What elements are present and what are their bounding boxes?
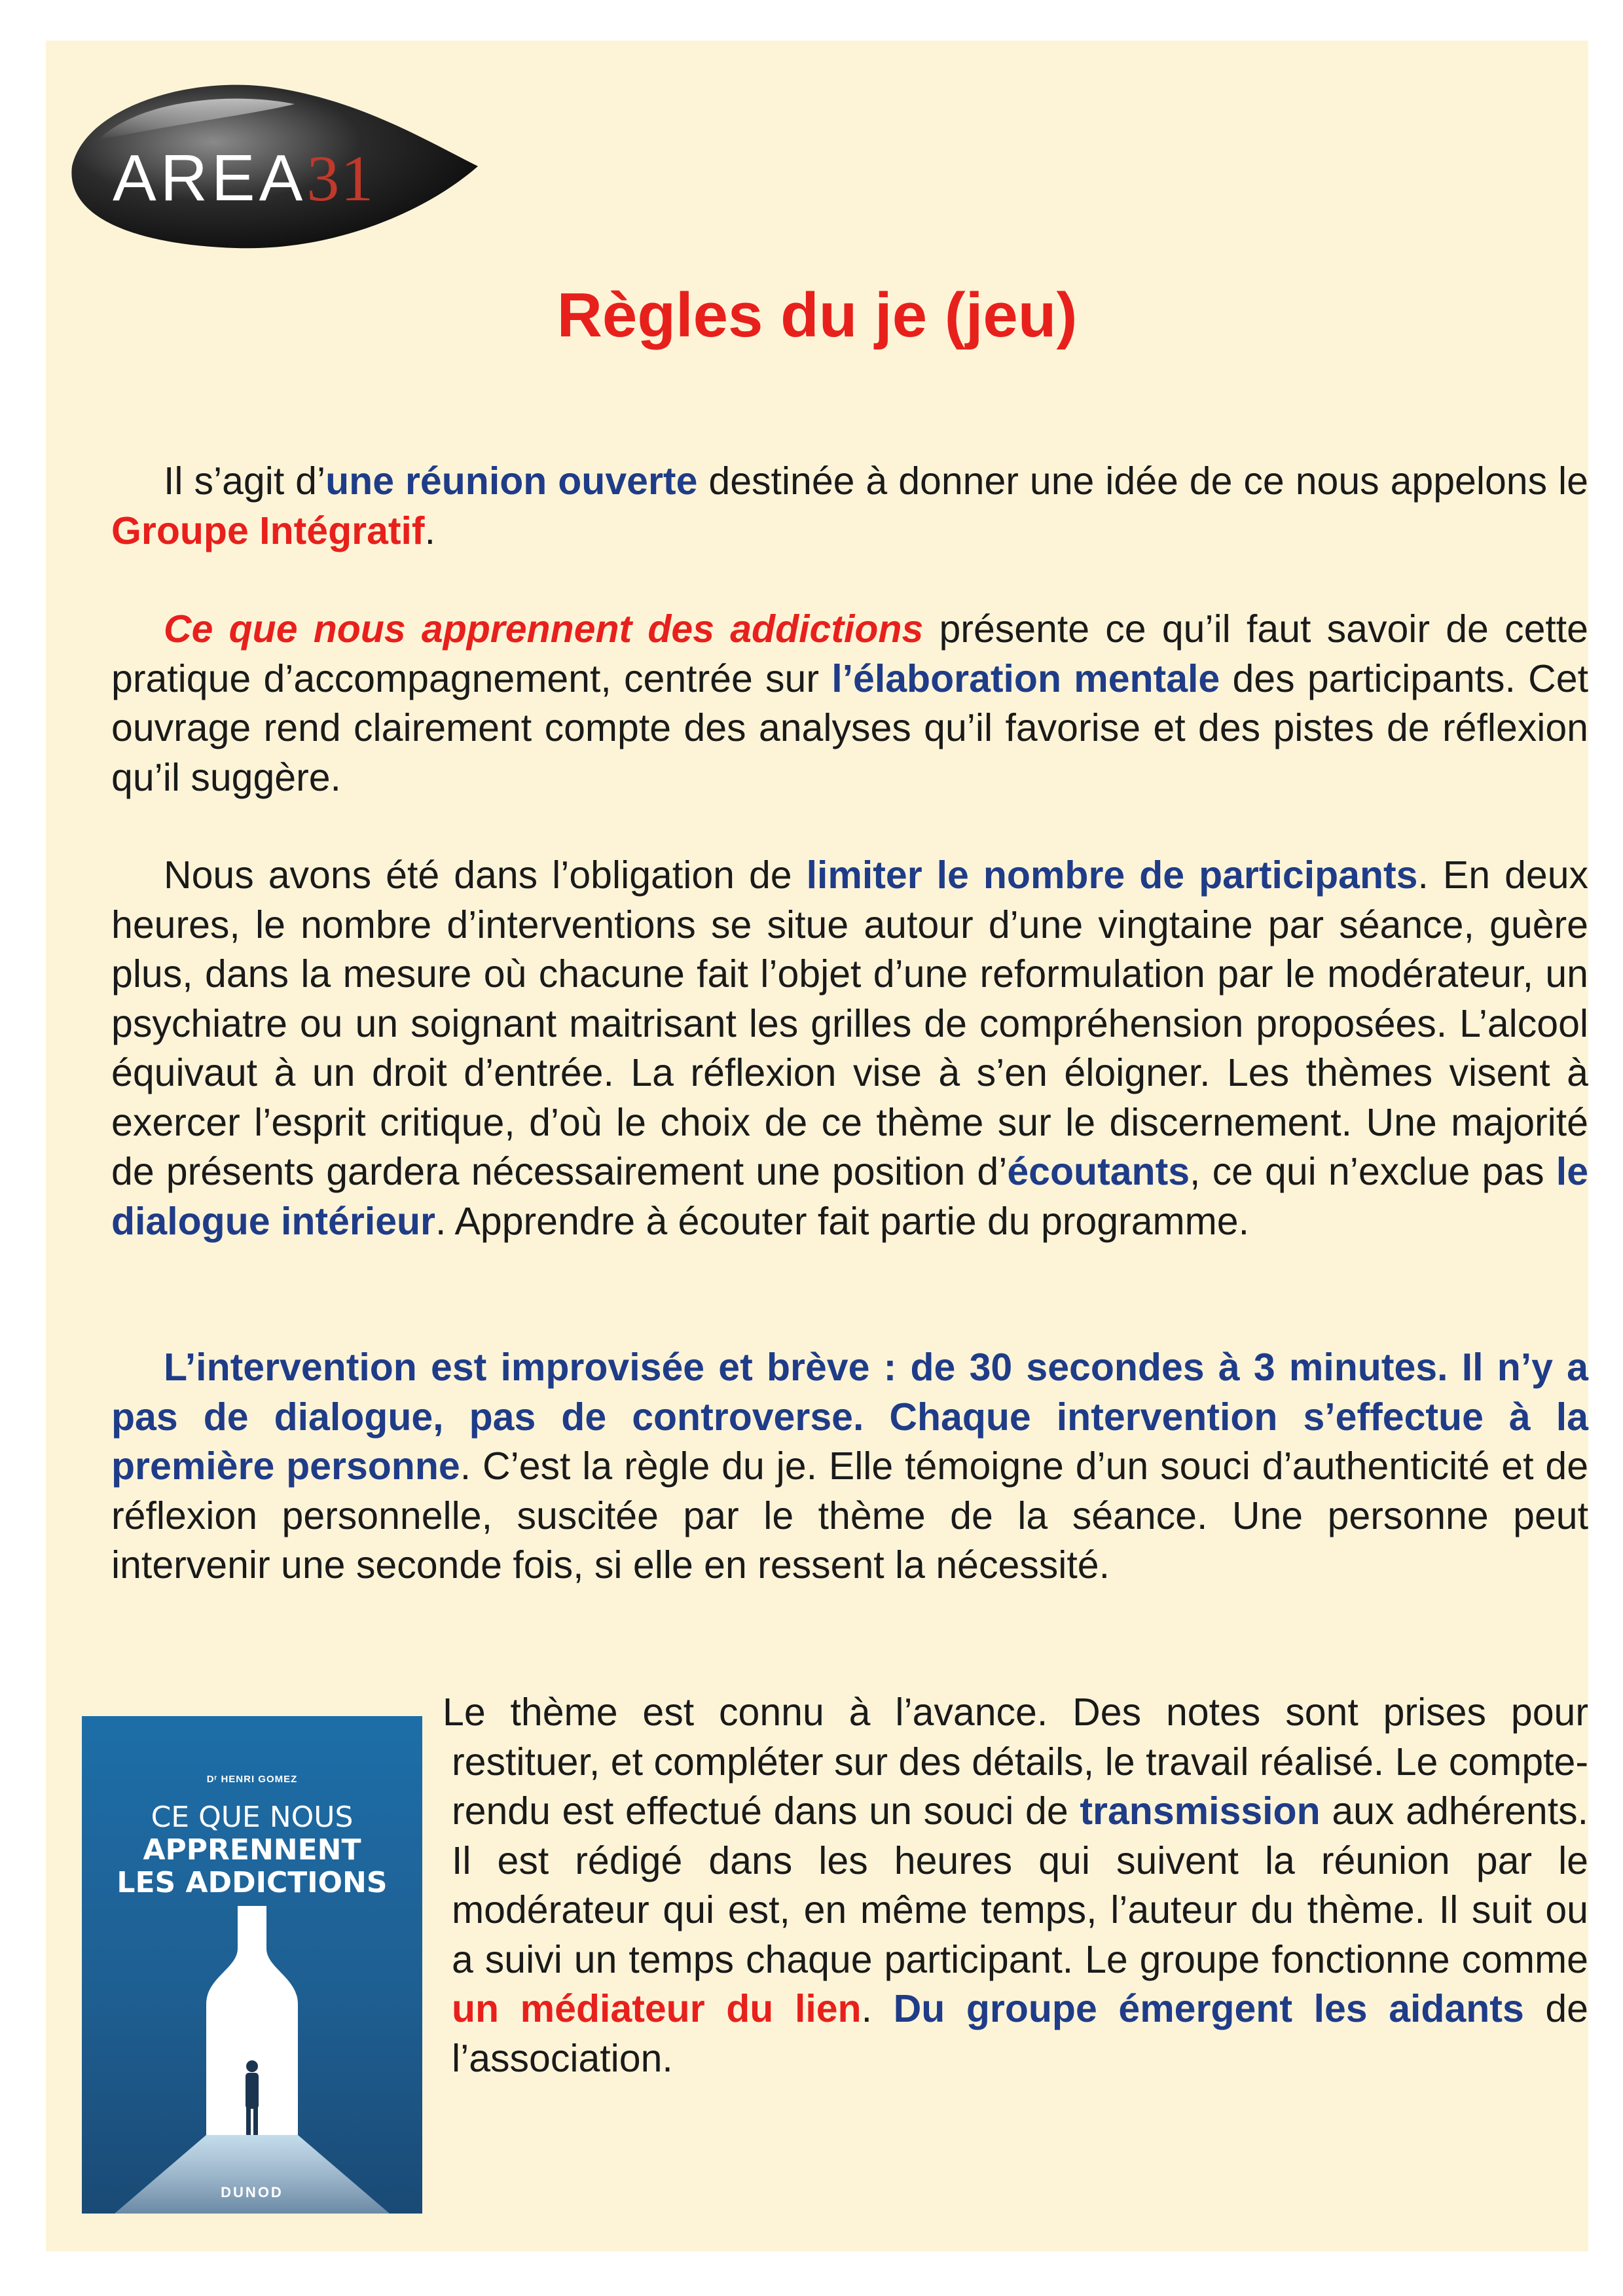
book-title xyxy=(82,1801,422,1899)
text-span: , ce qui n’exclue pas xyxy=(1190,1150,1556,1193)
paragraph-intro xyxy=(111,457,1588,556)
text-span: Le thème est connu à l’avance. Des notes sont prises pour restituer, et compléter sur des détails, le travail réalisé. Le compte-rendu est effectué dans un souci de xyxy=(443,1691,1588,1833)
emphasis-blue: l’élaboration mentale xyxy=(831,656,1220,700)
text-span: . Apprendre à écouter fait partie du programme. xyxy=(435,1199,1250,1243)
paragraph-participants xyxy=(111,851,1588,1246)
text-span: présente ce qu’il faut savoir de cette pratique d’accompagnement, centrée sur xyxy=(111,607,1588,700)
page-panel xyxy=(46,41,1588,2251)
paragraph-theme xyxy=(443,1688,1588,2083)
text-span: aux adhérents. Il est rédigé dans les heures qui suivent la réunion par le modérateur qui est, en même temps, l’auteur du thème. Il suit ou a suivi un temps chaque participant. Le groupe fonctionne comme xyxy=(452,1789,1588,1981)
bottle-illustration xyxy=(82,1716,422,2214)
text-span: des participants. Cet ouvrage rend clairement compte des analyses qu’il favorise et des pistes de réflexion qu’il suggère. xyxy=(111,656,1588,799)
emphasis-blue: L’intervention est improvisée et brève : de 30 secondes à 3 minutes. Il n’y a pas de dialogue, pas de controverse. Chaque intervention s’effectue à la première personne xyxy=(111,1346,1588,1488)
text-span: . C’est la règle du je. Elle témoigne d’un souci d’authenticité et de réflexion personnelle, suscitée par le thème de la séance. Une personne peut intervenir une seconde fois, si elle en ressent la nécessité. xyxy=(111,1444,1589,1587)
text-span: de l’association. xyxy=(452,1987,1588,2080)
page-title: Règles du je (jeu) xyxy=(556,280,1078,350)
logo-text xyxy=(113,141,375,215)
paragraph-book xyxy=(111,605,1588,802)
emphasis-blue: une réunion ouverte xyxy=(325,459,698,503)
text-span: Nous avons été dans l’obligation de xyxy=(164,853,807,897)
emphasis-red: un médiateur du lien xyxy=(452,1987,862,2030)
logo-word: AREA xyxy=(113,141,307,215)
emphasis-blue: le dialogue intérieur xyxy=(111,1150,1589,1243)
logo-number: 31 xyxy=(306,142,375,215)
text-span: Il s’agit d’ xyxy=(164,459,326,503)
emphasis-blue: transmission xyxy=(1080,1789,1321,1833)
text-span: . En deux heures, le nombre d’interventions se situe autour d’une vingtaine par séance, guère plus, dans la mesure où chacune fait l’objet d’une reformulation par le modérateur, un psychiatre ou un soignant maitrisant les grilles de compréhension proposées. L’alcool équivaut à un droit d’entrée. La réflexion vise à s’en éloigner. Les thèmes visent à exercer l’esprit critique, d’où le choix de ce thème sur le discernement. Une majorité de présents gardera nécessairement une position d’ xyxy=(111,853,1589,1193)
book-title-emphasis: Ce que nous apprennent des addictions xyxy=(164,607,924,651)
book-publisher: DUNOD xyxy=(221,2184,283,2200)
book-cover-image xyxy=(82,1716,422,2214)
book-title-line: APPRENNENT xyxy=(143,1833,361,1867)
emphasis-red: Groupe Intégratif xyxy=(111,509,425,552)
emphasis-blue: Du groupe émergent les aidants xyxy=(893,1987,1524,2030)
book-author: Dʳ HENRI GOMEZ xyxy=(206,1774,298,1785)
area31-logo xyxy=(59,68,517,264)
paragraph-intervention xyxy=(111,1343,1588,1590)
book-title-line: LES ADDICTIONS xyxy=(117,1866,388,1899)
book-title-line: CE QUE NOUS xyxy=(151,1801,354,1834)
text-span: destinée à donner une idée de ce nous appelons le xyxy=(697,459,1588,503)
emphasis-blue: limiter le nombre de participants xyxy=(806,853,1418,897)
text-span: . xyxy=(861,1987,894,2030)
emphasis-blue: écoutants xyxy=(1007,1150,1190,1193)
text-span: . xyxy=(424,509,435,552)
